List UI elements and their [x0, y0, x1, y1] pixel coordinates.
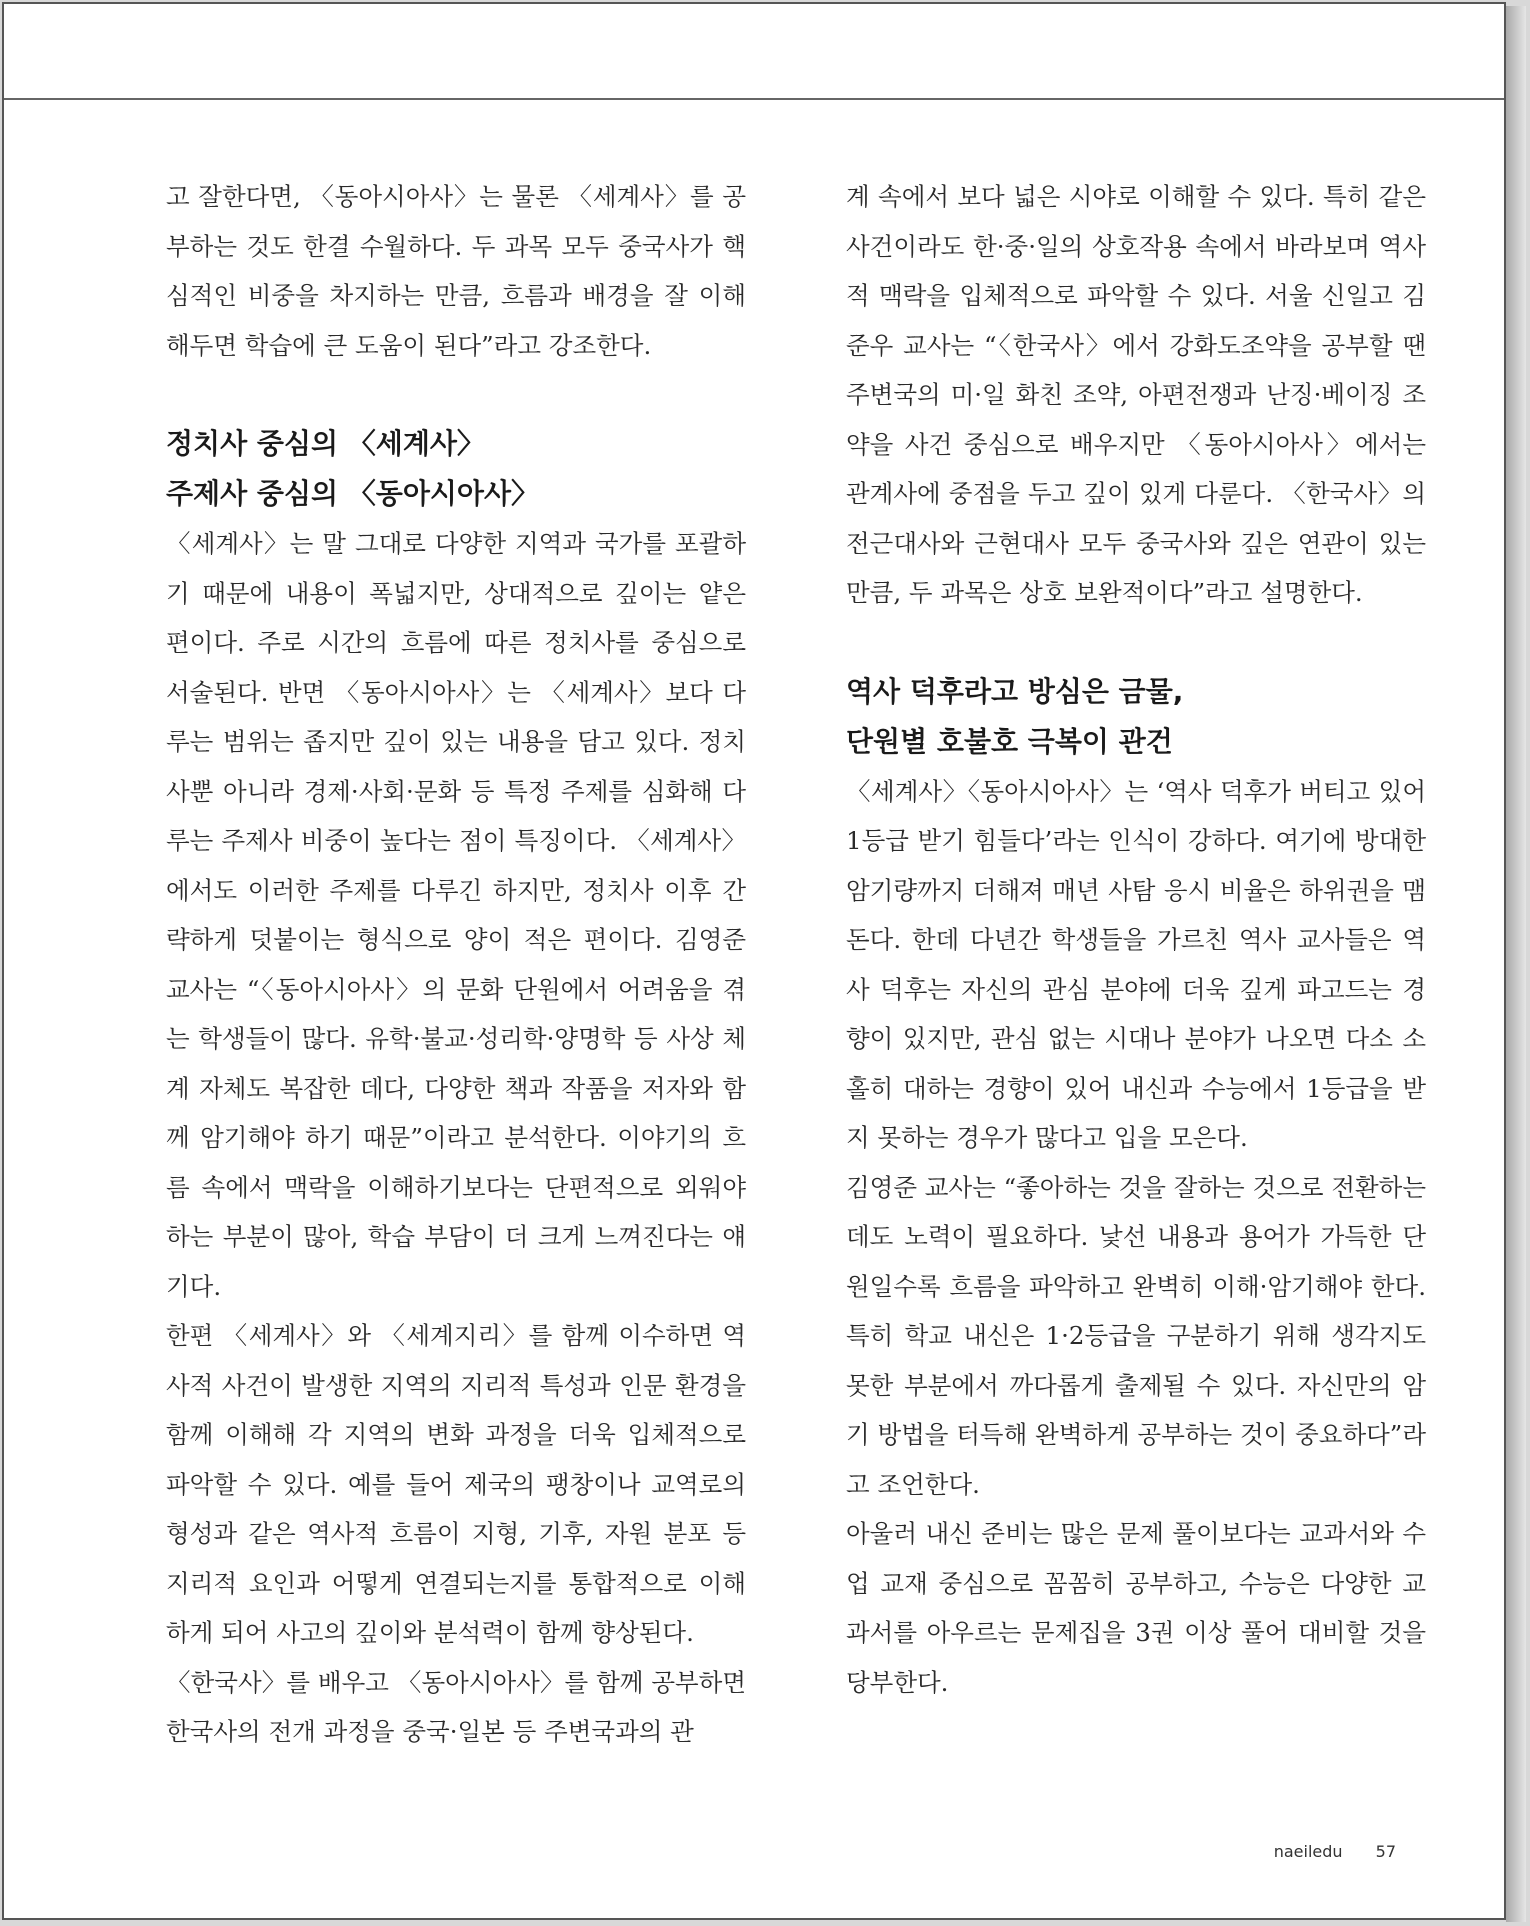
page-edge-shadow: [1506, 6, 1526, 1922]
body-paragraph: 〈세계사〉는 말 그대로 다양한 지역과 국가를 포괄하기 때문에 내용이 폭넓지만, 상대적으로 깊이는 얕은 편이다. 주로 시간의 흐름에 따른 정치사를 중심으로 서술된다. 반면 〈동아시아사〉는 〈세계사〉보다 다루는 범위는 좁지만 깊이 있는 내용을 담고 있다. 정치사뿐 아니라 경제·사회·문화 등 특정 주제를 심화해 다루는 주제사 비중이 높다는 점이 특징이다. 〈세계사〉에서도 이러한 주제를 다루긴 하지만, 정치사 이후 간략하게 덧붙이는 형식으로 양이 적은 편이다. 김영준 교사는 “〈동아시아사〉의 문화 단원에서 어려움을 겪는 학생들이 많다. 유학·불교·성리학·양명학 등 사상 체계 자체도 복잡한 데다, 다양한 책과 작품을 저자와 함께 암기해야 하기 때문”이라고 분석한다. 이야기의 흐름 속에서 맥락을 이해하기보다는 단편적으로 외워야 하는 부분이 많아, 학습 부담이 더 크게 느껴진다는 얘기다.: [166, 529, 746, 1301]
page-number: 57: [1375, 1842, 1396, 1861]
page-footer: [1274, 1842, 1396, 1861]
continued-paragraph: 계 속에서 보다 넓은 시야로 이해할 수 있다. 특히 같은 사건이라도 한·중·일의 상호작용 속에서 바라보며 역사적 맥락을 입체적으로 파악할 수 있다. 서울 신일고 김준우 교사는 “〈한국사〉에서 강화도조약을 공부할 땐 주변국의 미·일 화친 조약, 아편전쟁과 난징·베이징 조약을 사건 중심으로 배우지만 〈동아시아사〉에서는 관계사에 중점을 두고 깊이 있게 다룬다. 〈한국사〉의 전근대사와 근현대사 모두 중국사와 깊은 연관이 있는 만큼, 두 과목은 상호 보완적이다”라고 설명한다.: [846, 182, 1426, 607]
body-paragraph: 아울러 내신 준비는 많은 문제 풀이보다는 교과서와 수업 교재 중심으로 꼼꼼히 공부하고, 수능은 다양한 교과서를 아우르는 문제집을 3권 이상 풀어 대비할 것을 당부한다.: [846, 1519, 1426, 1697]
section-heading: [846, 667, 1426, 767]
heading-line-1: 역사 덕후라고 방심은 금물,: [846, 674, 1184, 708]
magazine-page: [2, 2, 1506, 1920]
body-paragraph: 한편 〈세계사〉와 〈세계지리〉를 함께 이수하면 역사적 사건이 발생한 지역의 지리적 특성과 인문 환경을 함께 이해해 각 지역의 변화 과정을 더욱 입체적으로 파악할 수 있다. 예를 들어 제국의 팽창이나 교역로의 형성과 같은 역사적 흐름이 지형, 기후, 자원 분포 등 지리적 요인과 어떻게 연결되는지를 통합적으로 이해하게 되어 사고의 깊이와 분석력이 함께 향상된다.: [166, 1321, 746, 1647]
body-paragraph: 김영준 교사는 “좋아하는 것을 잘하는 것으로 전환하는 데도 노력이 필요하다. 낯선 내용과 용어가 가득한 단원일수록 흐름을 파악하고 완벽히 이해·암기해야 한다. 특히 학교 내신은 1·2등급을 구분하기 위해 생각지도 못한 부분에서 까다롭게 출제될 수 있다. 자신만의 암기 방법을 터득해 완벽하게 공부하는 것이 중요하다”라고 조언한다.: [846, 1172, 1426, 1499]
intro-paragraph: 고 잘한다면, 〈동아시아사〉는 물론 〈세계사〉를 공부하는 것도 한결 수월하다. 두 과목 모두 중국사가 핵심적인 비중을 차지하는 만큼, 흐름과 배경을 잘 이해해두면 학습에 큰 도움이 된다”라고 강조한다.: [166, 182, 746, 360]
heading-line-2: 주제사 중심의 〈동아시아사〉: [166, 477, 540, 510]
heading-line-2: 단원별 호불호 극복이 관건: [846, 724, 1173, 758]
body-paragraph: 〈한국사〉를 배우고 〈동아시아사〉를 함께 공부하면 한국사의 전개 과정을 중국·일본 등 주변국과의 관: [166, 1667, 746, 1746]
left-column: [166, 172, 746, 1757]
body-paragraph: 〈세계사〉〈동아시아사〉는 ‘역사 덕후가 버티고 있어 1등급 받기 힘들다’라는 인식이 강하다. 여기에 방대한 암기량까지 더해져 매년 사탐 응시 비율은 하위권을 맴돈다. 한데 다년간 학생들을 가르친 역사 교사들은 역사 덕후는 자신의 관심 분야에 더욱 깊게 파고드는 경향이 있지만, 관심 없는 시대나 분야가 나오면 다소 소홀히 대하는 경향이 있어 내신과 수능에서 1등급을 받지 못하는 경우가 많다고 입을 모은다.: [846, 776, 1426, 1152]
header-rule: [4, 98, 1504, 100]
section-heading: [166, 419, 746, 519]
heading-line-1: 정치사 중심의 〈세계사〉: [166, 427, 485, 460]
footer-brand: naeiledu: [1273, 1842, 1343, 1861]
right-column: [846, 172, 1426, 1707]
